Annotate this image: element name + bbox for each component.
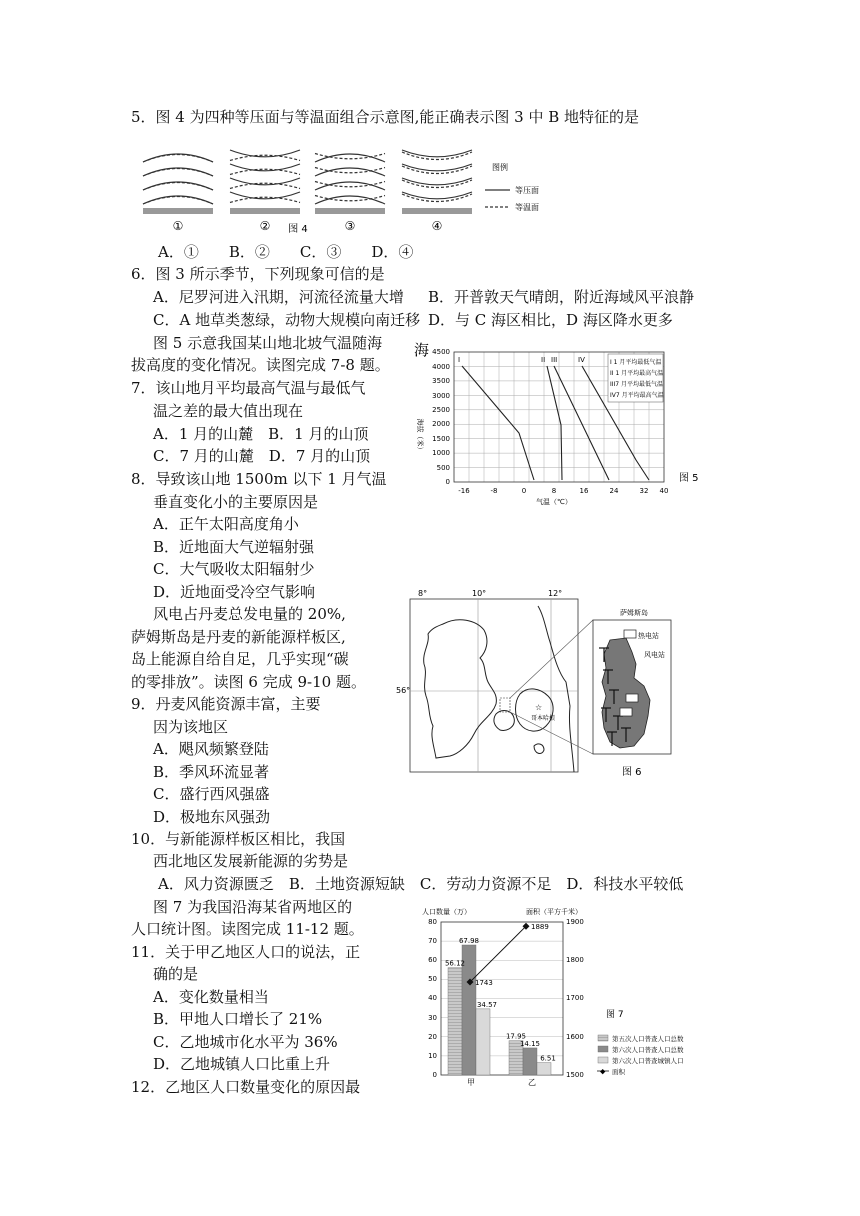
chart-area-label: 1889 <box>531 923 549 932</box>
q7-options-ab: A．1 月的山麓 B．1 月的山顶 <box>153 425 369 443</box>
fig5-ytick: 2500 <box>432 406 450 414</box>
fig4-panel-4: ④ <box>431 219 443 233</box>
q9-option-c: C．盛行西风强盛 <box>153 785 270 803</box>
chart-y2label: 面积（平方千米） <box>526 908 582 916</box>
q7-line2: 温之差的最大值出现在 <box>153 402 304 420</box>
q11-option-a: A．变化数量相当 <box>153 988 269 1006</box>
intro-11-12-line2: 人口统计图。读图完成 11-12 题。 <box>131 920 364 938</box>
chart-bar <box>448 968 462 1075</box>
fig4-caption: 图 4 <box>288 224 308 235</box>
fig6-lat-label: 56° <box>396 686 411 695</box>
q6-option-b: B．开普敦天气晴朗，附近海域风平浪静 <box>428 288 695 306</box>
fig5-ytick: 1500 <box>432 435 450 443</box>
intro-9-10-line3: 岛上能源自给自足，几乎实现“碳 <box>131 650 349 668</box>
chart-caption: 图 7 <box>606 1010 624 1020</box>
fig5-xlabel: 气温（℃） <box>536 498 572 506</box>
q8-option-d: D．近地面受冷空气影响 <box>153 583 316 601</box>
intro-7-8-line2: 拔高度的变化情况。读图完成 7-8 题。 <box>131 356 390 374</box>
fig4-isotherm-line <box>230 169 300 174</box>
q6-option-d: D．与 C 海区相比，D 海区降水更多 <box>428 311 673 329</box>
q9-option-b: B．季风环流显著 <box>153 763 270 781</box>
fig4-legend-isobar: 等压面 <box>515 186 539 195</box>
q11-line2: 确的是 <box>153 965 199 983</box>
chart-area-label: 1743 <box>475 979 493 988</box>
fig6-island-name: 萨姆斯岛 <box>620 609 648 617</box>
fig5-ylabel: 海拔（米） <box>416 418 424 454</box>
fig6-lon-label: 12° <box>548 589 563 598</box>
q10-line2: 西北地区发展新能源的劣势是 <box>153 852 349 870</box>
chart-ytick: 50 <box>428 975 437 983</box>
fig5-legend-item: II 1 月平均最高气温 <box>610 370 664 377</box>
intro-7-8-line1: 图 5 示意我国某山地北坡气温随海 <box>153 334 383 352</box>
intro-9-10-line1: 风电占丹麦总发电量的 20%, <box>153 605 346 623</box>
fig5-line-label-III: III <box>551 356 558 364</box>
fig4-legend-isotherm: 等温面 <box>515 203 539 212</box>
fig5-ytick: 3000 <box>432 392 450 400</box>
chart-ytick: 60 <box>428 956 437 964</box>
chart-ytick: 10 <box>428 1052 437 1060</box>
q8-line2: 垂直变化小的主要原因是 <box>153 493 319 511</box>
fig4-isobar-line <box>315 168 385 176</box>
chart-ylabel: 人口数量（万） <box>422 908 471 916</box>
fig6-lon-label: 8° <box>418 589 428 598</box>
chart-ytick: 0 <box>432 1071 437 1079</box>
q7-line1: 7．该山地月平均最高气温与最低气 <box>131 379 366 397</box>
chart-bar-label: 67.98 <box>458 936 480 945</box>
chart-y2tick: 1900 <box>566 918 584 926</box>
fig5-legend-item: III7 月平均最低气温 <box>610 381 664 388</box>
chart-ytick: 70 <box>428 937 437 945</box>
q9-line2: 因为该地区 <box>153 718 229 736</box>
fig4-panel-2: ② <box>259 219 271 233</box>
chart-ytick: 30 <box>428 1014 437 1022</box>
fig5-line-label-IV: IV <box>578 356 585 364</box>
fig4-isobar-line <box>315 196 385 204</box>
chart-category-label: 乙 <box>528 1078 536 1087</box>
chart-ytick: 40 <box>428 994 437 1002</box>
chart-bar-label: 17.95 <box>505 1032 527 1041</box>
figure-7 <box>416 904 716 1090</box>
chart-y2tick: 1700 <box>566 994 584 1002</box>
fig5-line-III <box>554 366 609 480</box>
q11-line1: 11．关于甲乙地区人口的说法，正 <box>131 943 361 961</box>
intro-9-10-line4: 的零排放”。读图 6 完成 9-10 题。 <box>131 673 366 691</box>
q5-options: A．① B．② C．③ D．④ <box>158 243 414 261</box>
q10-line1: 10．与新能源样板区相比，我国 <box>131 830 346 848</box>
fig5-line-II <box>547 366 562 480</box>
figure-6 <box>388 586 718 786</box>
fig5-ytick: 4000 <box>432 363 450 371</box>
fig4-legend-title: 图例 <box>492 163 508 172</box>
fig4-panel-3: ③ <box>344 219 356 233</box>
fig5-legend-item: I 1 月平均最低气温 <box>610 359 662 366</box>
fig5-ytick: 3500 <box>432 377 450 385</box>
capital-star-icon: ☆ <box>535 703 543 712</box>
q8-option-b: B．近地面大气逆辐射强 <box>153 538 315 556</box>
q12-line1: 12．乙地区人口数量变化的原因最 <box>131 1078 361 1096</box>
fig5-ytick: 1000 <box>432 449 450 457</box>
chart-y2tick: 1800 <box>566 956 584 964</box>
fig6-lon-label: 10° <box>472 589 487 598</box>
chart-legend-diamond-icon: ◆ <box>600 1067 606 1076</box>
q6-stem: 6．图 3 所示季节，下列现象可信的是 <box>131 265 385 283</box>
fig5-ytick: 4500 <box>432 348 450 356</box>
chart-ytick: 20 <box>428 1033 437 1041</box>
fig4-isotherm-line <box>230 197 300 202</box>
fig6-thermal-label: 热电站 <box>638 632 659 640</box>
fig5-legend-item: IV7 月平均最高气温 <box>610 392 664 399</box>
intro-11-12-line1: 图 7 为我国沿海某省两地区的 <box>153 898 353 916</box>
chart-legend-item: 第五次人口普查人口总数 <box>612 1035 684 1043</box>
fig4-isotherm-line <box>143 197 213 205</box>
q9-option-d: D．极地东风强劲 <box>153 808 271 826</box>
fig4-ground <box>143 208 472 214</box>
fig5-xtick: 0 <box>521 487 527 495</box>
q8-option-c: C．大气吸收太阳辐射少 <box>153 560 315 578</box>
chart-bar-label: 14.15 <box>519 1039 541 1048</box>
q9-line1: 9．丹麦风能资源丰富，主要 <box>131 695 321 713</box>
chart-bar <box>476 1009 490 1075</box>
fig5-xtick: -16 <box>458 487 470 495</box>
intro-9-10-line2: 萨姆斯岛是丹麦的新能源样板区, <box>131 628 346 646</box>
fig5-line-label-I: I <box>458 356 461 364</box>
q11-option-c: C．乙地城市化水平为 36% <box>153 1033 338 1051</box>
q8-line1: 8．导致该山地 1500m 以下 1 月气温 <box>131 470 387 488</box>
fig4-panel-1: ① <box>172 219 184 233</box>
q9-option-a: A．飓风频繁登陆 <box>153 740 269 758</box>
fig6-capital-label: 哥本哈根 <box>531 715 556 722</box>
fig4-isotherm-line <box>143 155 213 163</box>
fig5-xtick: 16 <box>579 487 589 495</box>
q7-options-cd: C．7 月的山麓 D．7 月的山顶 <box>153 447 371 465</box>
fig4-isotherm-line <box>230 183 300 188</box>
fig5-line-I <box>462 366 534 480</box>
fig4-isotherm-line <box>230 155 300 160</box>
fig5-xtick: 24 <box>609 487 619 495</box>
fig5-caption: 图 5 <box>679 473 699 484</box>
q10-options: A．风力资源匮乏 B．土地资源短缺 C．劳动力资源不足 D．科技水平较低 <box>158 875 684 893</box>
figure-5 <box>408 340 718 508</box>
chart-bar-label: 34.57 <box>476 1000 498 1009</box>
chart-y2tick: 1600 <box>566 1033 584 1041</box>
q6-option-a: A．尼罗河进入汛期，河流径流量大增 <box>153 288 404 306</box>
fig4-isobar-line <box>315 182 385 190</box>
fig5-ytick: 2000 <box>432 420 450 428</box>
q11-option-d: D．乙地城镇人口比重上升 <box>153 1055 331 1073</box>
chart-legend-item: 第六次人口普查人口总数 <box>612 1046 684 1054</box>
chart-legend-item: 面积 <box>612 1068 625 1076</box>
fig5-ytick: 0 <box>445 478 450 486</box>
chart-bar-label: 6.51 <box>540 1054 556 1063</box>
figure-4 <box>140 132 560 238</box>
fig4-isobar-line <box>315 154 385 162</box>
fig5-ytick: 500 <box>436 464 450 472</box>
chart-bar <box>537 1063 551 1075</box>
chart-area-line <box>470 926 526 982</box>
fig6-wind-label: 风电站 <box>644 651 665 659</box>
fig5-xtick: -8 <box>490 487 498 495</box>
fig4-isotherm-line <box>143 183 213 191</box>
fig6-map-frame <box>410 599 578 772</box>
chart-legend-item: 第六次人口普查城镇人口 <box>612 1057 684 1065</box>
fig5-xtick: 8 <box>551 487 557 495</box>
q11-option-b: B．甲地人口增长了 21% <box>153 1010 323 1028</box>
q6-option-c: C．A 地草类葱绿，动物大规模向南迁移 <box>153 311 421 329</box>
chart-bar <box>523 1048 537 1075</box>
fig5-xtick: 40 <box>659 487 669 495</box>
chart-category-label: 甲 <box>467 1078 475 1087</box>
chart-bar-label: 56.12 <box>444 959 466 968</box>
chart-y2tick: 1500 <box>566 1071 584 1079</box>
chart-ytick: 80 <box>428 918 437 926</box>
fig4-isotherm-line <box>143 169 213 177</box>
fig5-title-char: 海 <box>414 341 430 359</box>
q8-option-a: A．正午太阳高度角小 <box>153 515 299 533</box>
fig5-xtick: 32 <box>639 487 649 495</box>
fig6-caption: 图 6 <box>622 767 642 778</box>
q5-stem: 5．图 4 为四种等压面与等温面组合示意图,能正确表示图 3 中 B 地特征的是 <box>131 108 640 126</box>
fig5-line-label-II: II <box>541 356 546 364</box>
